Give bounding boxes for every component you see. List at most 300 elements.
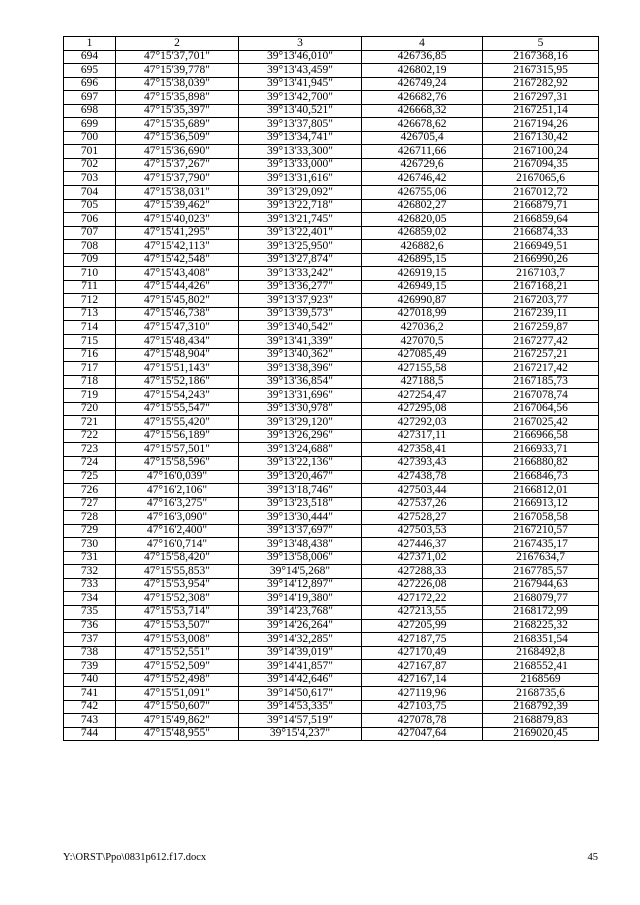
longitude-cell: 39°13'40,542" — [239, 321, 362, 335]
latitude-cell: 47°15'53,954" — [116, 578, 239, 592]
point-number-cell: 719 — [64, 389, 116, 403]
longitude-cell: 39°13'25,950" — [239, 240, 362, 254]
table-row — [64, 77, 599, 91]
point-number-cell: 701 — [64, 145, 116, 159]
longitude-cell: 39°13'22,401" — [239, 226, 362, 240]
latitude-cell: 47°15'38,031" — [116, 186, 239, 200]
x-coordinate-cell: 426678,62 — [362, 118, 483, 132]
table-row — [64, 294, 599, 308]
y-coordinate-cell: 2167012,72 — [483, 186, 599, 200]
point-number-cell: 711 — [64, 280, 116, 294]
latitude-cell: 47°15'43,408" — [116, 267, 239, 281]
latitude-cell: 47°16'0,714" — [116, 538, 239, 552]
x-coordinate-cell: 426755,06 — [362, 186, 483, 200]
longitude-cell: 39°13'38,396" — [239, 362, 362, 376]
longitude-cell: 39°13'37,805" — [239, 118, 362, 132]
table-row — [64, 605, 599, 619]
latitude-cell: 47°15'48,434" — [116, 335, 239, 349]
point-number-cell: 737 — [64, 633, 116, 647]
table-row — [64, 646, 599, 660]
longitude-cell: 39°13'41,945" — [239, 77, 362, 91]
table-row — [64, 267, 599, 281]
page-number: 45 — [587, 852, 598, 863]
latitude-cell: 47°16'3,090" — [116, 511, 239, 525]
x-coordinate-cell: 427537,26 — [362, 497, 483, 511]
table-row — [64, 389, 599, 403]
x-coordinate-cell: 426990,87 — [362, 294, 483, 308]
table-row — [64, 307, 599, 321]
point-number-cell: 706 — [64, 213, 116, 227]
point-number-cell: 694 — [64, 50, 116, 64]
y-coordinate-cell: 2167315,95 — [483, 64, 599, 78]
point-number-cell: 736 — [64, 619, 116, 633]
latitude-cell: 47°15'53,714" — [116, 605, 239, 619]
longitude-cell: 39°13'34,741" — [239, 131, 362, 145]
x-coordinate-cell: 426802,27 — [362, 199, 483, 213]
y-coordinate-cell: 2167100,24 — [483, 145, 599, 159]
latitude-cell: 47°15'55,547" — [116, 402, 239, 416]
latitude-cell: 47°15'42,113" — [116, 240, 239, 254]
x-coordinate-cell: 427393,43 — [362, 456, 483, 470]
latitude-cell: 47°15'40,023" — [116, 213, 239, 227]
x-coordinate-cell: 426859,02 — [362, 226, 483, 240]
table-row — [64, 240, 599, 254]
column-header-5: 5 — [483, 37, 599, 51]
longitude-cell: 39°13'31,616" — [239, 172, 362, 186]
point-number-cell: 735 — [64, 605, 116, 619]
table-row — [64, 416, 599, 430]
longitude-cell: 39°13'24,688" — [239, 443, 362, 457]
longitude-cell: 39°13'36,854" — [239, 375, 362, 389]
longitude-cell: 39°13'58,006" — [239, 551, 362, 565]
y-coordinate-cell: 2167194,26 — [483, 118, 599, 132]
point-number-cell: 717 — [64, 362, 116, 376]
y-coordinate-cell: 2167094,35 — [483, 158, 599, 172]
latitude-cell: 47°15'36,509" — [116, 131, 239, 145]
latitude-cell: 47°15'57,501" — [116, 443, 239, 457]
latitude-cell: 47°15'58,420" — [116, 551, 239, 565]
y-coordinate-cell: 2167065,6 — [483, 172, 599, 186]
y-coordinate-cell: 2167251,14 — [483, 104, 599, 118]
y-coordinate-cell: 2166880,82 — [483, 456, 599, 470]
y-coordinate-cell: 2167217,42 — [483, 362, 599, 376]
table-row — [64, 619, 599, 633]
longitude-cell: 39°14'42,646" — [239, 673, 362, 687]
table-row — [64, 158, 599, 172]
table-row — [64, 497, 599, 511]
longitude-cell: 39°13'37,923" — [239, 294, 362, 308]
latitude-cell: 47°15'35,898" — [116, 91, 239, 105]
point-number-cell: 728 — [64, 511, 116, 525]
longitude-cell: 39°13'18,746" — [239, 484, 362, 498]
longitude-cell: 39°14'57,519" — [239, 714, 362, 728]
latitude-cell: 47°15'42,548" — [116, 253, 239, 267]
table-row — [64, 402, 599, 416]
x-coordinate-cell: 427205,99 — [362, 619, 483, 633]
latitude-cell: 47°15'49,862" — [116, 714, 239, 728]
longitude-cell: 39°13'22,136" — [239, 456, 362, 470]
latitude-cell: 47°15'47,310" — [116, 321, 239, 335]
table-header-row — [64, 37, 599, 51]
y-coordinate-cell: 2167282,92 — [483, 77, 599, 91]
table-row — [64, 280, 599, 294]
point-number-cell: 743 — [64, 714, 116, 728]
x-coordinate-cell: 427292,03 — [362, 416, 483, 430]
latitude-cell: 47°15'44,426" — [116, 280, 239, 294]
longitude-cell: 39°14'41,857" — [239, 660, 362, 674]
point-number-cell: 698 — [64, 104, 116, 118]
table-row — [64, 172, 599, 186]
latitude-cell: 47°15'55,853" — [116, 565, 239, 579]
point-number-cell: 708 — [64, 240, 116, 254]
latitude-cell: 47°15'36,690" — [116, 145, 239, 159]
latitude-cell: 47°15'52,498" — [116, 673, 239, 687]
y-coordinate-cell: 2167785,57 — [483, 565, 599, 579]
x-coordinate-cell: 426682,76 — [362, 91, 483, 105]
point-number-cell: 731 — [64, 551, 116, 565]
x-coordinate-cell: 426746,42 — [362, 172, 483, 186]
table-row — [64, 470, 599, 484]
point-number-cell: 697 — [64, 91, 116, 105]
x-coordinate-cell: 427438,78 — [362, 470, 483, 484]
latitude-cell: 47°15'45,802" — [116, 294, 239, 308]
table-row — [64, 443, 599, 457]
point-number-cell: 741 — [64, 687, 116, 701]
x-coordinate-cell: 427167,87 — [362, 660, 483, 674]
point-number-cell: 712 — [64, 294, 116, 308]
table-row — [64, 578, 599, 592]
table-row — [64, 429, 599, 443]
table-row — [64, 592, 599, 606]
x-coordinate-cell: 426802,19 — [362, 64, 483, 78]
longitude-cell: 39°13'29,120" — [239, 416, 362, 430]
x-coordinate-cell: 426949,15 — [362, 280, 483, 294]
x-coordinate-cell: 427155,58 — [362, 362, 483, 376]
y-coordinate-cell: 2168735,6 — [483, 687, 599, 701]
longitude-cell: 39°13'30,978" — [239, 402, 362, 416]
x-coordinate-cell: 427317,11 — [362, 429, 483, 443]
latitude-cell: 47°15'52,308" — [116, 592, 239, 606]
point-number-cell: 730 — [64, 538, 116, 552]
y-coordinate-cell: 2167103,7 — [483, 267, 599, 281]
point-number-cell: 721 — [64, 416, 116, 430]
longitude-cell: 39°13'33,300" — [239, 145, 362, 159]
latitude-cell: 47°15'56,189" — [116, 429, 239, 443]
y-coordinate-cell: 2169020,45 — [483, 727, 599, 741]
table-row — [64, 213, 599, 227]
point-number-cell: 722 — [64, 429, 116, 443]
table-row — [64, 524, 599, 538]
column-header-2: 2 — [116, 37, 239, 51]
x-coordinate-cell: 427503,44 — [362, 484, 483, 498]
y-coordinate-cell: 2167185,73 — [483, 375, 599, 389]
y-coordinate-cell: 2167239,11 — [483, 307, 599, 321]
x-coordinate-cell: 426882,6 — [362, 240, 483, 254]
point-number-cell: 738 — [64, 646, 116, 660]
x-coordinate-cell: 427070,5 — [362, 335, 483, 349]
point-number-cell: 716 — [64, 348, 116, 362]
y-coordinate-cell: 2166846,73 — [483, 470, 599, 484]
latitude-cell: 47°15'35,689" — [116, 118, 239, 132]
longitude-cell: 39°13'40,521" — [239, 104, 362, 118]
latitude-cell: 47°15'52,509" — [116, 660, 239, 674]
point-number-cell: 727 — [64, 497, 116, 511]
table-row — [64, 551, 599, 565]
x-coordinate-cell: 427119,96 — [362, 687, 483, 701]
longitude-cell: 39°13'27,874" — [239, 253, 362, 267]
point-number-cell: 734 — [64, 592, 116, 606]
point-number-cell: 725 — [64, 470, 116, 484]
latitude-cell: 47°15'35,397" — [116, 104, 239, 118]
y-coordinate-cell: 2166990,26 — [483, 253, 599, 267]
y-coordinate-cell: 2167435,17 — [483, 538, 599, 552]
longitude-cell: 39°13'22,718" — [239, 199, 362, 213]
point-number-cell: 724 — [64, 456, 116, 470]
table-row — [64, 673, 599, 687]
longitude-cell: 39°15'4,237" — [239, 727, 362, 741]
x-coordinate-cell: 426736,85 — [362, 50, 483, 64]
y-coordinate-cell: 2167130,42 — [483, 131, 599, 145]
y-coordinate-cell: 2168492,8 — [483, 646, 599, 660]
latitude-cell: 47°15'39,462" — [116, 199, 239, 213]
x-coordinate-cell: 427446,37 — [362, 538, 483, 552]
footer-file-path: Y:\ORST\Ppo\0831p612.f17.docx — [63, 852, 207, 863]
point-number-cell: 733 — [64, 578, 116, 592]
y-coordinate-cell: 2166949,51 — [483, 240, 599, 254]
table-row — [64, 91, 599, 105]
y-coordinate-cell: 2166879,71 — [483, 199, 599, 213]
latitude-cell: 47°16'3,275" — [116, 497, 239, 511]
y-coordinate-cell: 2167277,42 — [483, 335, 599, 349]
latitude-cell: 47°15'41,295" — [116, 226, 239, 240]
point-number-cell: 714 — [64, 321, 116, 335]
x-coordinate-cell: 427358,41 — [362, 443, 483, 457]
latitude-cell: 47°15'51,091" — [116, 687, 239, 701]
latitude-cell: 47°16'2,400" — [116, 524, 239, 538]
table-row — [64, 362, 599, 376]
longitude-cell: 39°13'33,242" — [239, 267, 362, 281]
y-coordinate-cell: 2167064,56 — [483, 402, 599, 416]
y-coordinate-cell: 2166966,58 — [483, 429, 599, 443]
table-row — [64, 511, 599, 525]
y-coordinate-cell: 2168552,41 — [483, 660, 599, 674]
longitude-cell: 39°13'36,277" — [239, 280, 362, 294]
table-row — [64, 253, 599, 267]
table-row — [64, 538, 599, 552]
point-number-cell: 700 — [64, 131, 116, 145]
y-coordinate-cell: 2168225,32 — [483, 619, 599, 633]
y-coordinate-cell: 2167078,74 — [483, 389, 599, 403]
table-row — [64, 700, 599, 714]
y-coordinate-cell: 2167257,21 — [483, 348, 599, 362]
point-number-cell: 732 — [64, 565, 116, 579]
table-row — [64, 375, 599, 389]
y-coordinate-cell: 2166933,71 — [483, 443, 599, 457]
x-coordinate-cell: 426895,15 — [362, 253, 483, 267]
point-number-cell: 742 — [64, 700, 116, 714]
table-row — [64, 321, 599, 335]
y-coordinate-cell: 2167210,57 — [483, 524, 599, 538]
latitude-cell: 47°15'54,243" — [116, 389, 239, 403]
point-number-cell: 718 — [64, 375, 116, 389]
longitude-cell: 39°13'42,700" — [239, 91, 362, 105]
point-number-cell: 699 — [64, 118, 116, 132]
x-coordinate-cell: 427085,49 — [362, 348, 483, 362]
latitude-cell: 47°15'53,008" — [116, 633, 239, 647]
table-row — [64, 64, 599, 78]
longitude-cell: 39°14'53,335" — [239, 700, 362, 714]
x-coordinate-cell: 427018,99 — [362, 307, 483, 321]
x-coordinate-cell: 427047,64 — [362, 727, 483, 741]
y-coordinate-cell: 2168879,83 — [483, 714, 599, 728]
point-number-cell: 704 — [64, 186, 116, 200]
point-number-cell: 695 — [64, 64, 116, 78]
longitude-cell: 39°13'26,296" — [239, 429, 362, 443]
latitude-cell: 47°15'48,955" — [116, 727, 239, 741]
y-coordinate-cell: 2166874,33 — [483, 226, 599, 240]
latitude-cell: 47°15'37,790" — [116, 172, 239, 186]
latitude-cell: 47°15'51,143" — [116, 362, 239, 376]
table-row — [64, 687, 599, 701]
y-coordinate-cell: 2168351,54 — [483, 633, 599, 647]
y-coordinate-cell: 2168079,77 — [483, 592, 599, 606]
y-coordinate-cell: 2166812,01 — [483, 484, 599, 498]
table-row — [64, 565, 599, 579]
longitude-cell: 39°13'43,459" — [239, 64, 362, 78]
x-coordinate-cell: 427172,22 — [362, 592, 483, 606]
x-coordinate-cell: 427226,08 — [362, 578, 483, 592]
coordinates-table — [63, 36, 599, 741]
point-number-cell: 713 — [64, 307, 116, 321]
y-coordinate-cell: 2167634,7 — [483, 551, 599, 565]
column-header-1: 1 — [64, 37, 116, 51]
table-row — [64, 104, 599, 118]
longitude-cell: 39°14'12,897" — [239, 578, 362, 592]
table-row — [64, 118, 599, 132]
longitude-cell: 39°14'39,019" — [239, 646, 362, 660]
latitude-cell: 47°15'37,701" — [116, 50, 239, 64]
x-coordinate-cell: 427295,08 — [362, 402, 483, 416]
longitude-cell: 39°13'41,339" — [239, 335, 362, 349]
longitude-cell: 39°13'30,444" — [239, 511, 362, 525]
point-number-cell: 703 — [64, 172, 116, 186]
latitude-cell: 47°15'58,596" — [116, 456, 239, 470]
y-coordinate-cell: 2167368,16 — [483, 50, 599, 64]
x-coordinate-cell: 426729,6 — [362, 158, 483, 172]
x-coordinate-cell: 427036,2 — [362, 321, 483, 335]
latitude-cell: 47°15'38,039" — [116, 77, 239, 91]
x-coordinate-cell: 427188,5 — [362, 375, 483, 389]
point-number-cell: 709 — [64, 253, 116, 267]
column-header-3: 3 — [239, 37, 362, 51]
longitude-cell: 39°13'48,438" — [239, 538, 362, 552]
point-number-cell: 715 — [64, 335, 116, 349]
latitude-cell: 47°16'2,106" — [116, 484, 239, 498]
y-coordinate-cell: 2167297,31 — [483, 91, 599, 105]
x-coordinate-cell: 426711,66 — [362, 145, 483, 159]
column-header-4: 4 — [362, 37, 483, 51]
latitude-cell: 47°15'50,607" — [116, 700, 239, 714]
longitude-cell: 39°13'33,000" — [239, 158, 362, 172]
longitude-cell: 39°13'31,696" — [239, 389, 362, 403]
point-number-cell: 740 — [64, 673, 116, 687]
table-row — [64, 484, 599, 498]
point-number-cell: 726 — [64, 484, 116, 498]
table-row — [64, 199, 599, 213]
table-row — [64, 348, 599, 362]
point-number-cell: 710 — [64, 267, 116, 281]
table-row — [64, 633, 599, 647]
longitude-cell: 39°14'5,268" — [239, 565, 362, 579]
table-row — [64, 335, 599, 349]
y-coordinate-cell: 2167058,58 — [483, 511, 599, 525]
longitude-cell: 39°13'29,092" — [239, 186, 362, 200]
x-coordinate-cell: 426919,15 — [362, 267, 483, 281]
y-coordinate-cell: 2167025,42 — [483, 416, 599, 430]
x-coordinate-cell: 427167,14 — [362, 673, 483, 687]
longitude-cell: 39°14'50,617" — [239, 687, 362, 701]
latitude-cell: 47°16'0,039" — [116, 470, 239, 484]
point-number-cell: 705 — [64, 199, 116, 213]
table-row — [64, 50, 599, 64]
x-coordinate-cell: 427078,78 — [362, 714, 483, 728]
point-number-cell: 702 — [64, 158, 116, 172]
x-coordinate-cell: 427503,53 — [362, 524, 483, 538]
longitude-cell: 39°13'23,518" — [239, 497, 362, 511]
point-number-cell: 739 — [64, 660, 116, 674]
longitude-cell: 39°14'23,768" — [239, 605, 362, 619]
x-coordinate-cell: 427288,33 — [362, 565, 483, 579]
x-coordinate-cell: 426668,32 — [362, 104, 483, 118]
y-coordinate-cell: 2166859,64 — [483, 213, 599, 227]
latitude-cell: 47°15'52,551" — [116, 646, 239, 660]
y-coordinate-cell: 2168792,39 — [483, 700, 599, 714]
y-coordinate-cell: 2168569 — [483, 673, 599, 687]
y-coordinate-cell: 2167259,87 — [483, 321, 599, 335]
latitude-cell: 47°15'53,507" — [116, 619, 239, 633]
table-row — [64, 727, 599, 741]
point-number-cell: 729 — [64, 524, 116, 538]
longitude-cell: 39°14'26,264" — [239, 619, 362, 633]
table-row — [64, 226, 599, 240]
x-coordinate-cell: 426820,05 — [362, 213, 483, 227]
longitude-cell: 39°13'21,745" — [239, 213, 362, 227]
point-number-cell: 720 — [64, 402, 116, 416]
x-coordinate-cell: 427213,55 — [362, 605, 483, 619]
point-number-cell: 707 — [64, 226, 116, 240]
table-row — [64, 714, 599, 728]
y-coordinate-cell: 2168172,99 — [483, 605, 599, 619]
x-coordinate-cell: 427187,75 — [362, 633, 483, 647]
point-number-cell: 723 — [64, 443, 116, 457]
table-body — [64, 50, 599, 741]
x-coordinate-cell: 426749,24 — [362, 77, 483, 91]
latitude-cell: 47°15'37,267" — [116, 158, 239, 172]
x-coordinate-cell: 427371,02 — [362, 551, 483, 565]
point-number-cell: 696 — [64, 77, 116, 91]
table-row — [64, 145, 599, 159]
longitude-cell: 39°13'39,573" — [239, 307, 362, 321]
latitude-cell: 47°15'55,420" — [116, 416, 239, 430]
x-coordinate-cell: 426705,4 — [362, 131, 483, 145]
longitude-cell: 39°13'20,467" — [239, 470, 362, 484]
longitude-cell: 39°14'19,380" — [239, 592, 362, 606]
latitude-cell: 47°15'46,738" — [116, 307, 239, 321]
table-row — [64, 186, 599, 200]
table-row — [64, 131, 599, 145]
table-row — [64, 456, 599, 470]
y-coordinate-cell: 2167168,21 — [483, 280, 599, 294]
